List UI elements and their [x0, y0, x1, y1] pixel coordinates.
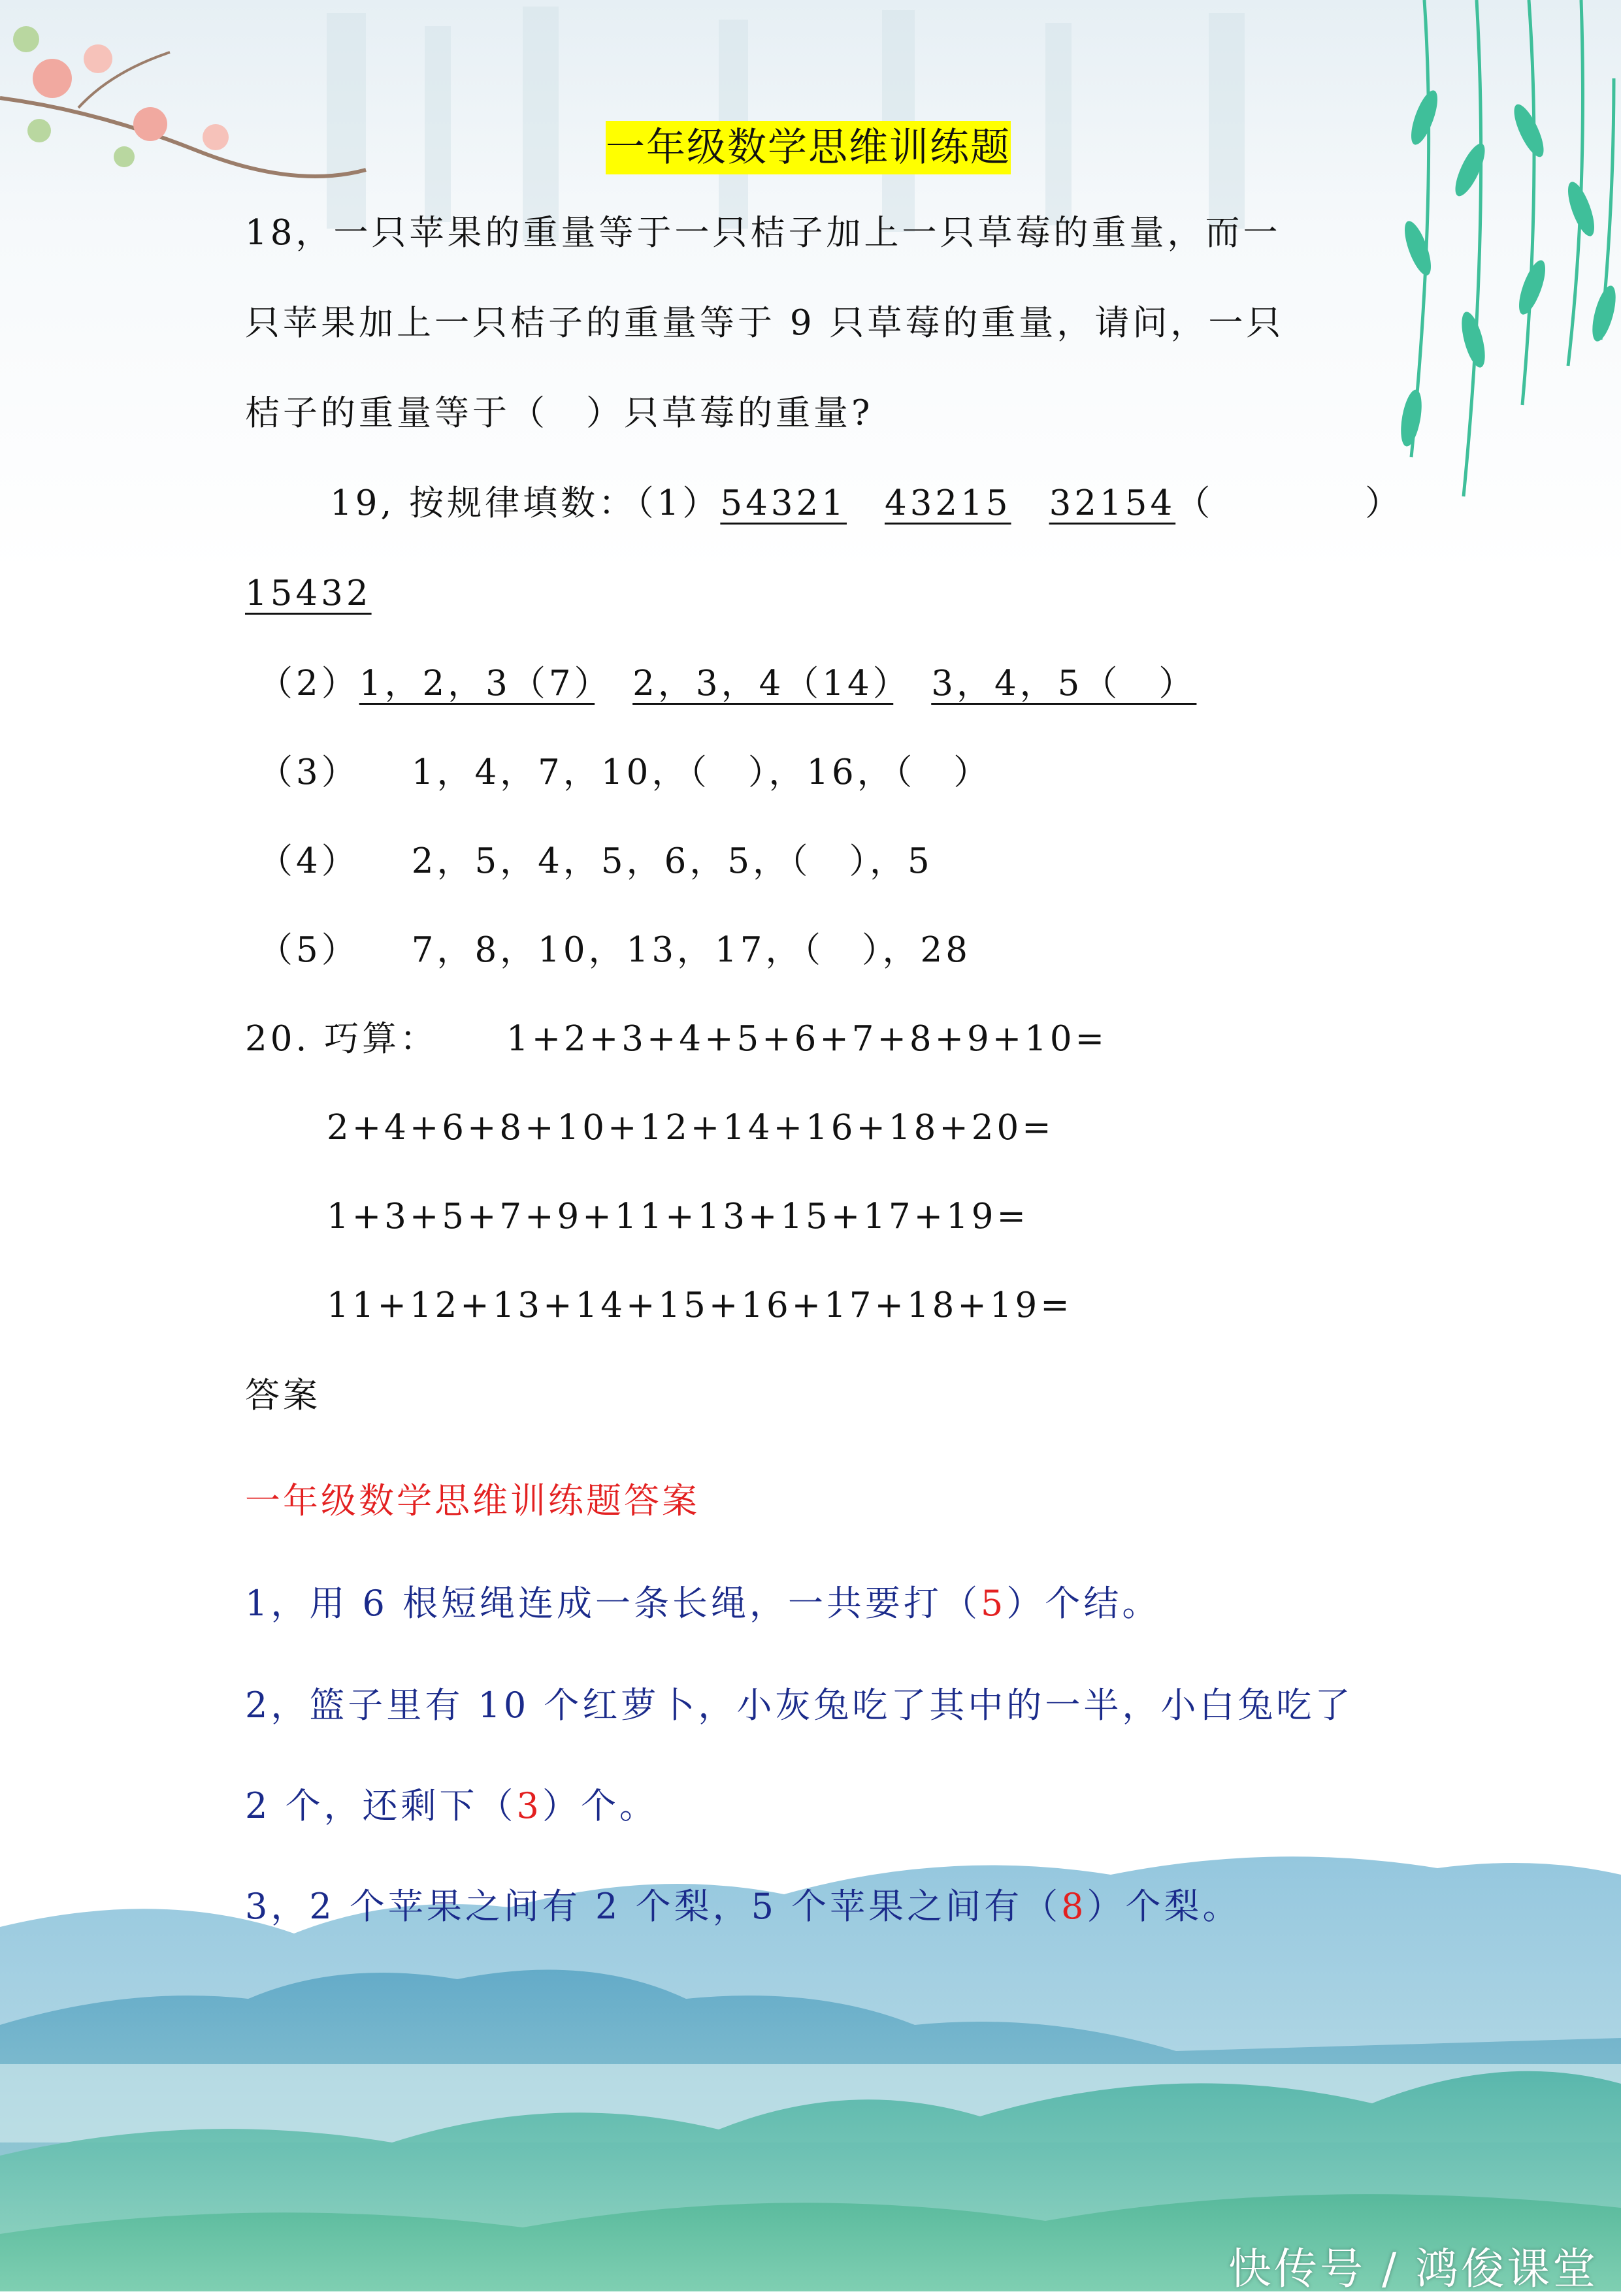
q20-label: 20. 巧算：: [245, 1019, 438, 1059]
q18-line3: 桔子的重量等于（ ）只草莓的重量?: [245, 393, 874, 433]
answer-2-line2: [245, 1778, 658, 1828]
q20-expression: 1+2+3+4+5+6+7+8+9+10=: [506, 1019, 1108, 1059]
q19-line1: [330, 481, 1403, 526]
answer-3-value: 8: [1061, 1886, 1087, 1927]
q19-tail: 15432: [245, 574, 372, 613]
answer-1-text-end: ）个结。: [1006, 1583, 1161, 1624]
watermark: 快传号 / 鸿俊课堂: [1228, 2244, 1599, 2294]
q19-part4-label: （4）: [258, 841, 359, 881]
q18-line2: 只苹果加上一只桔子的重量等于 9 只草莓的重量，请问，一只: [245, 303, 1285, 343]
q20-expression: 1+3+5+7+9+11+13+15+17+19=: [327, 1197, 1029, 1237]
q19-part5-label: （5）: [258, 930, 359, 970]
answer-1-text: 1，用 6 根短绳连成一条长绳，一共要打（: [245, 1583, 981, 1624]
answer-1: [245, 1576, 1160, 1626]
q19-part3-text: 1，4，7，10，（ ），16，（ ）: [411, 752, 992, 792]
q19-part3: [258, 750, 991, 796]
q19-part2: [258, 661, 1196, 707]
answer-2-line1: 2，篮子里有 10 个红萝卜，小灰兔吃了其中的一半，小白兔吃了: [245, 1685, 1354, 1726]
q19-blank: （ ）: [1175, 483, 1403, 523]
q19-part2-item: 2，3，4（14）: [632, 664, 894, 703]
q19-seq-item: 43215: [884, 483, 1011, 523]
q19-part4: [258, 839, 933, 884]
q19-part2-item: 3，4，5（ ）: [931, 664, 1197, 703]
q19-part5: [258, 928, 971, 973]
q19-part2-item: 1，2，3（7）: [359, 664, 595, 703]
answer-3-text-end: ）个梨。: [1087, 1886, 1241, 1927]
answer-2-value: 3: [516, 1785, 542, 1826]
q19-seq-item: 32154: [1049, 483, 1176, 523]
q19-intro: 19, 按规律填数：（1）: [330, 483, 721, 523]
answer-title: 一年级数学思维训练题答案: [245, 1480, 700, 1521]
q19-part4-text: 2，5，4，5，6，5，（ ），5: [411, 841, 933, 881]
answer-2-text: 2 个，还剩下（: [245, 1785, 517, 1826]
q20-expression: 11+12+13+14+15+16+17+18+19=: [327, 1285, 1073, 1325]
answer-2-text-end: ）个。: [542, 1785, 658, 1826]
answer-label: 答案: [245, 1376, 321, 1415]
q19-seq-item: 54321: [720, 483, 847, 523]
answer-3: [245, 1879, 1241, 1929]
answer-1-value: 5: [981, 1583, 1007, 1624]
q19-part5-text: 7，8，10，13，17，（ ），28: [411, 930, 971, 970]
q19-part2-label: （2）: [258, 664, 359, 703]
q19-part3-label: （3）: [258, 752, 359, 792]
page-title: 一年级数学思维训练题: [606, 121, 1011, 174]
q18-line1: 18，一只苹果的重量等于一只桔子加上一只草莓的重量，而一: [245, 213, 1281, 253]
q20-expression: 2+4+6+8+10+12+14+16+18+20=: [327, 1108, 1055, 1148]
answer-3-text: 3，2 个苹果之间有 2 个梨，5 个苹果之间有（: [245, 1886, 1062, 1927]
